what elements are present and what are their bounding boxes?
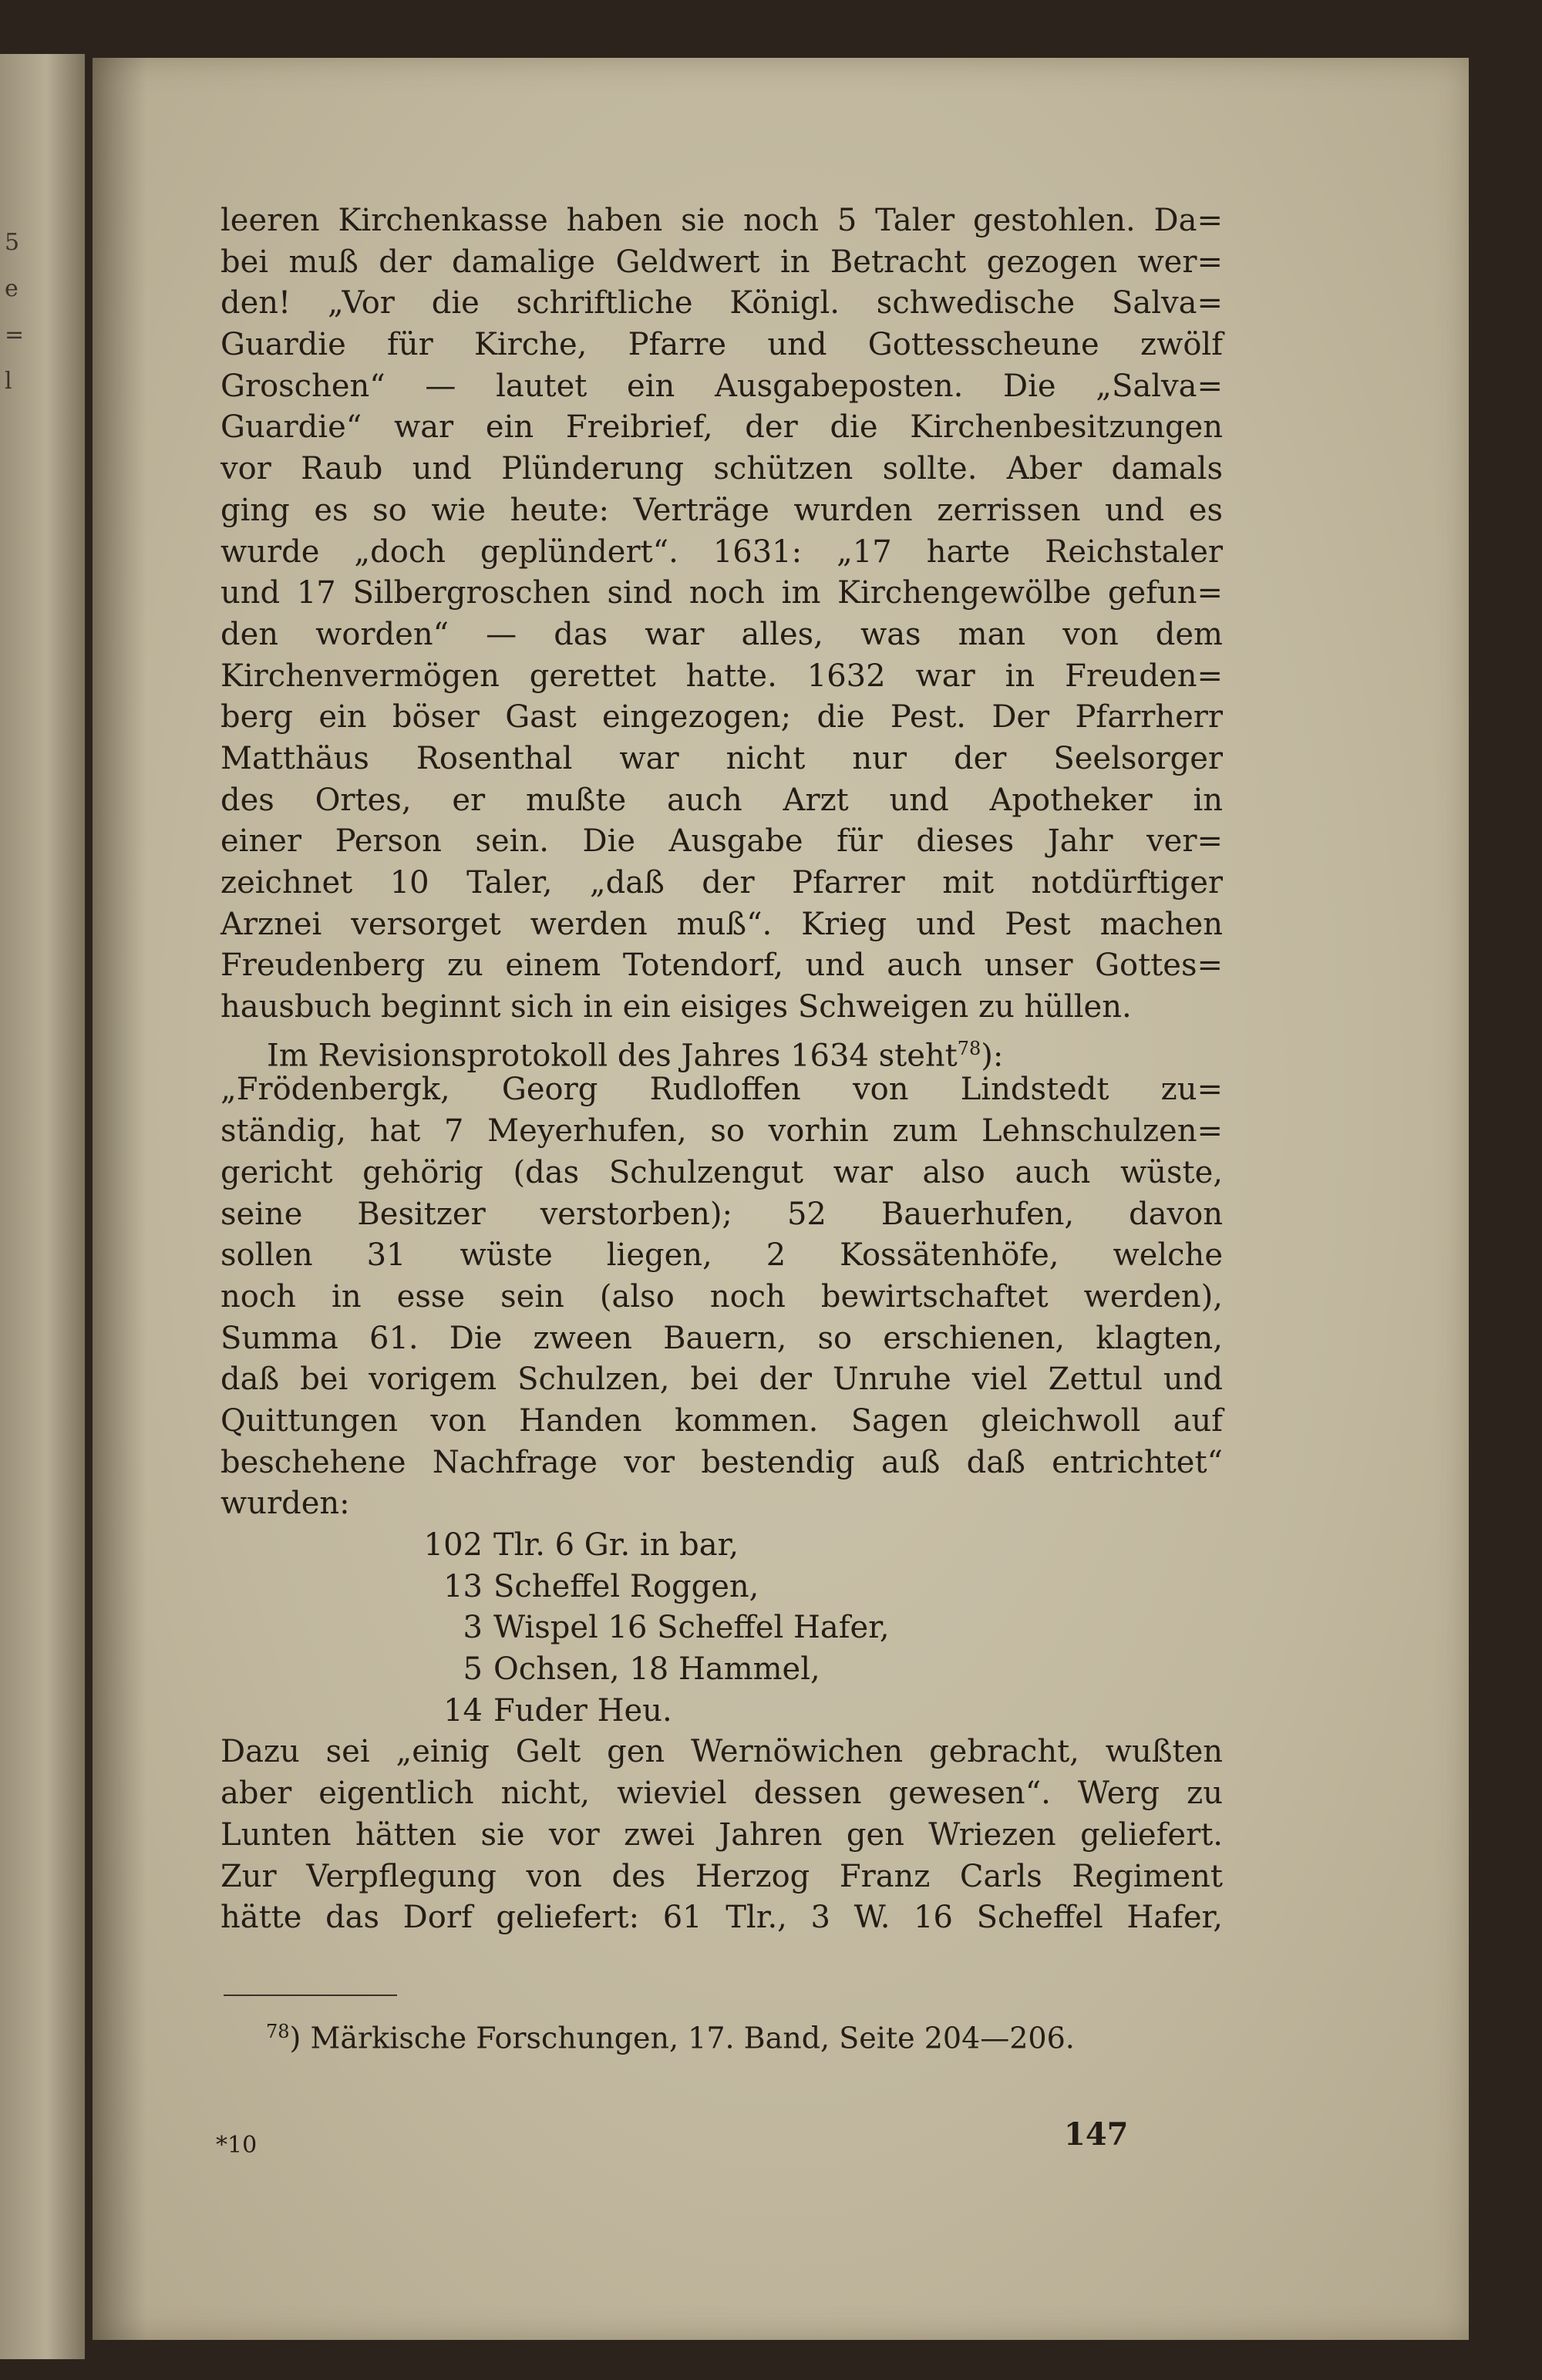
footnote (266, 2021, 1230, 2055)
text-line: Kirchenvermögen gerettet hatte. 1632 war in Freuden= (221, 658, 1223, 694)
list-item (413, 1691, 1223, 1732)
facing-page-fragment: l (5, 368, 12, 395)
text-line: daß bei vorigem Schulzen, bei der Unruhe viel Zettul und (221, 1362, 1223, 1398)
goods-list (413, 1525, 1223, 1732)
text-line: ständig, hat 7 Meyerhufen, so vorhin zum Lehnschulzen= (221, 1113, 1223, 1150)
gutter-shadow (93, 58, 146, 2340)
text-line: Summa 61. Die zween Bauern, so erschienen, klagten, (221, 1320, 1223, 1356)
text-line: wurde „doch geplündert“. 1631: „17 harte Reichstaler (221, 534, 1223, 570)
text-line: beschehene Nachfrage vor bestendig auß daß entrichtet“ (221, 1444, 1223, 1480)
text-line: hätte das Dorf geliefert: 61 Tlr., 3 W. 16 Scheffel Hafer, (221, 1900, 1223, 1936)
text-line: des Ortes, er mußte auch Arzt und Apotheker in (221, 782, 1223, 818)
list-item-number: 13 (443, 1568, 483, 1604)
list-item-number: 5 (463, 1651, 483, 1688)
list-item (413, 1567, 1223, 1608)
list-item-number: 102 (423, 1527, 483, 1563)
text-line: einer Person sein. Die Ausgabe für dieses Jahr ver= (221, 823, 1223, 860)
text-line: Lunten hätten sie vor zwei Jahren gen Wriezen geliefert. (221, 1816, 1223, 1853)
paragraph-start-line (221, 1028, 1223, 1074)
text-line: Zur Verpflegung von des Herzog Franz Carls Regiment (221, 1858, 1223, 1894)
text-line: den worden“ — das war alles, was man von dem (221, 616, 1223, 652)
text-line: sollen 31 wüste liegen, 2 Kossätenhöfe, welche (221, 1237, 1223, 1274)
text-line: Arznei versorget werden muß“. Krieg und Pest machen (221, 906, 1223, 942)
text-line: vor Raub und Plünderung schützen sollte. Aber damals (221, 451, 1223, 487)
list-item-text: Ochsen, 18 Hammel, (493, 1651, 820, 1688)
text-line: Matthäus Rosenthal war nicht nur der Seelsorger (221, 740, 1223, 776)
list-item-text: Scheffel Roggen, (493, 1568, 759, 1604)
list-item-text: Fuder Heu. (493, 1692, 672, 1729)
text-line: Freudenberg zu einem Totendorf, und auch unser Gottes= (221, 948, 1223, 984)
text-line: Guardie“ war ein Freibrief, der die Kirchenbesitzungen (221, 409, 1223, 446)
text-line: gericht gehörig (das Schulzengut war also auch wüste, (221, 1154, 1223, 1190)
text-line: Dazu sei „einig Gelt gen Wernöwichen gebracht, wußten (221, 1734, 1223, 1770)
text-line: Quittungen von Handen kommen. Sagen gleichwoll auf (221, 1402, 1223, 1439)
text-line: leeren Kirchenkasse haben sie noch 5 Taler gestohlen. Da= (221, 203, 1223, 238)
list-item (413, 1525, 1223, 1567)
text-line: den! „Vor die schriftliche Königl. schwedische Salva= (221, 285, 1223, 321)
facing-page-fragment: 5 (5, 229, 20, 256)
list-item-text: Tlr. 6 Gr. in bar, (493, 1527, 739, 1563)
text-line: noch in esse sein (also noch bewirtschaftet werden), (221, 1278, 1223, 1315)
text-line: zeichnet 10 Taler, „daß der Pfarrer mit notdürftiger (221, 865, 1223, 900)
list-item (413, 1607, 1223, 1649)
text-line: hausbuch beginnt sich in ein eisiges Schweigen zu hüllen. (221, 989, 1132, 1025)
footnote-reference: 78 (957, 1037, 981, 1059)
facing-page-edge (0, 54, 85, 2359)
page-body-text (221, 200, 1223, 1939)
facing-page-fragment: = (5, 321, 25, 348)
list-item-number: 3 (463, 1610, 483, 1646)
text-line: aber eigentlich nicht, wieviel dessen gewesen“. Werg zu (221, 1776, 1223, 1812)
text-line: wurden: (221, 1486, 350, 1522)
text-line: „Frödenbergk, Georg Rudloffen von Lindstedt zu= (221, 1072, 1223, 1108)
signature-mark: *10 (216, 2132, 258, 2159)
text-line: und 17 Silbergroschen sind noch im Kirchengewölbe gefun= (221, 575, 1223, 611)
text-line: Guardie für Kirche, Pfarre und Gottesscheune zwölf (221, 327, 1223, 363)
list-item-number: 14 (443, 1692, 483, 1729)
text-line: Groschen“ — lautet ein Ausgabeposten. Die „Salva= (221, 368, 1223, 404)
footnote-text: ) Märkische Forschungen, 17. Band, Seite 204—206. (289, 2021, 1075, 2055)
paragraph-start-text: Im Revisionsprotokoll des Jahres 1634 steht (267, 1038, 958, 1074)
footnote-marker: 78 (266, 2021, 290, 2042)
text-line: seine Besitzer verstorben); 52 Bauerhufen, davon (221, 1196, 1223, 1232)
text-line: bei muß der damalige Geldwert in Betracht gezogen wer= (221, 244, 1223, 280)
paragraph-start-suffix: ): (981, 1038, 1004, 1074)
list-item-text: Wispel 16 Scheffel Hafer, (493, 1610, 890, 1646)
text-line: berg ein böser Gast eingezogen; die Pest. Der Pfarrherr (221, 699, 1223, 736)
book-page (93, 58, 1469, 2340)
text-line: ging es so wie heute: Verträge wurden zerrissen und es (221, 492, 1223, 528)
list-item (413, 1649, 1223, 1691)
footnote-divider (224, 1995, 397, 1996)
page-number: 147 (1064, 2116, 1129, 2153)
facing-page-fragment: e (5, 275, 19, 302)
